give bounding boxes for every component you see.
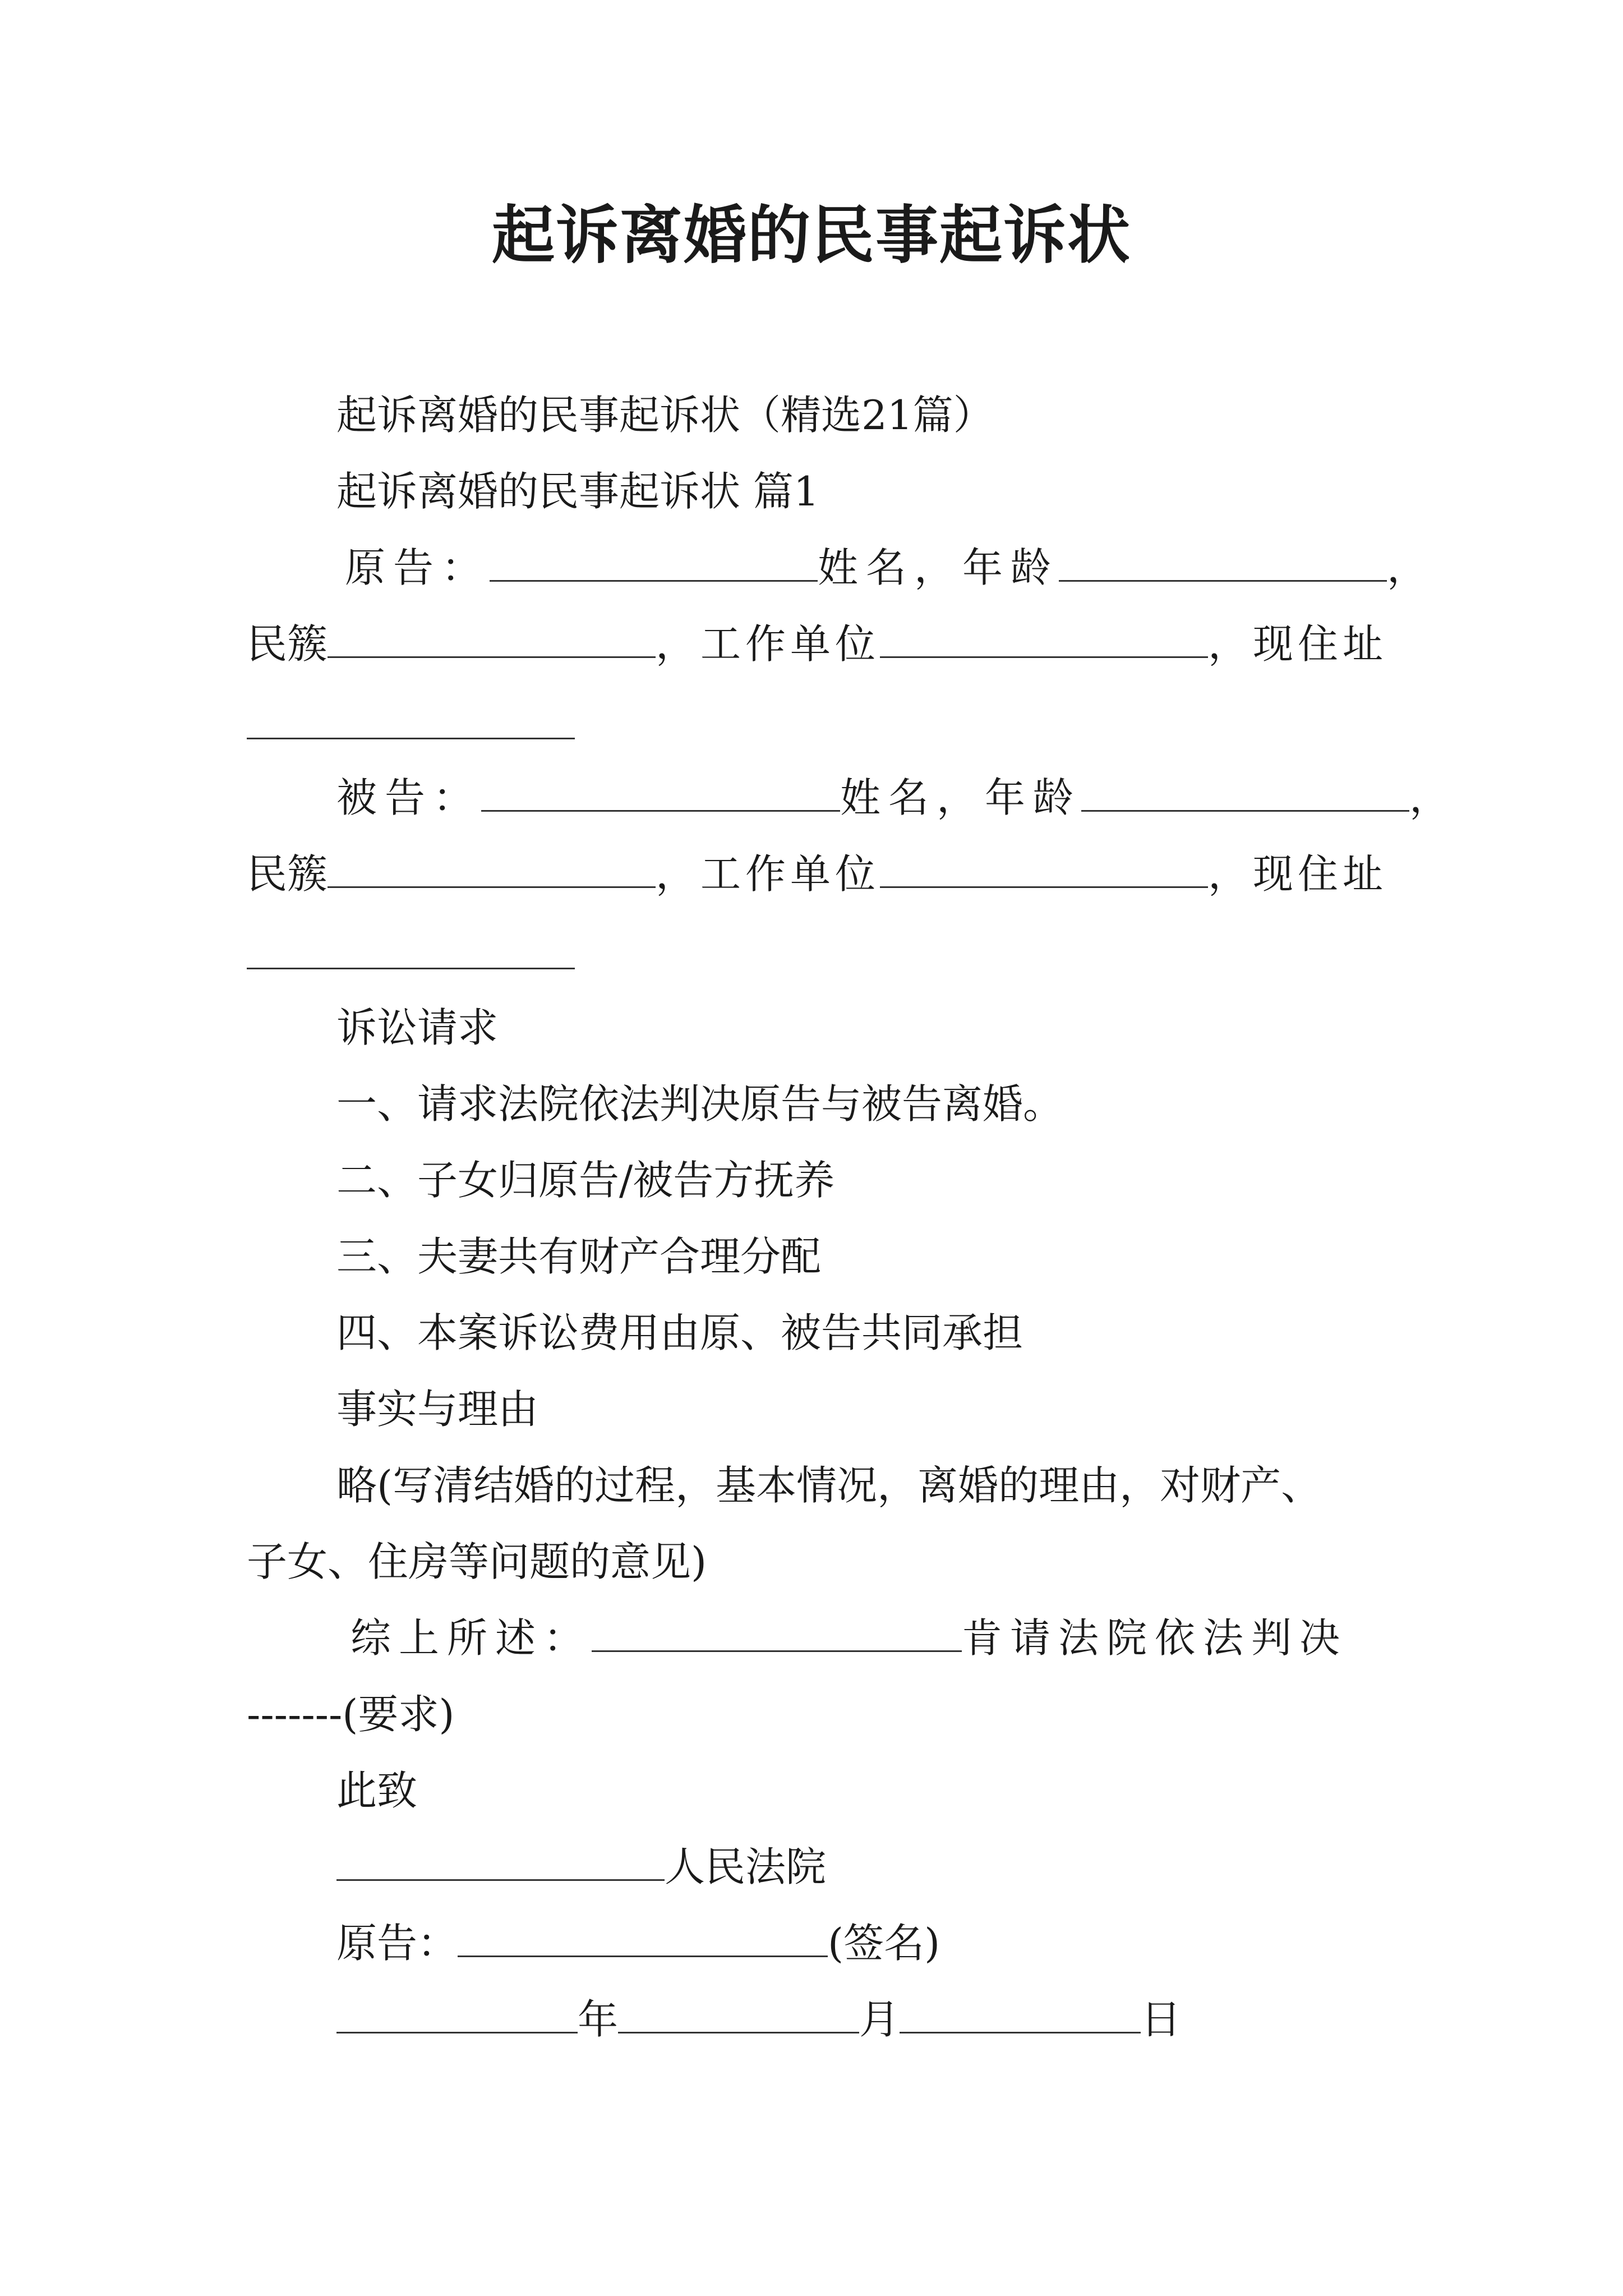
month-blank[interactable] [618, 1997, 859, 2033]
defendant-work-blank[interactable] [880, 852, 1208, 888]
summary-blank[interactable] [592, 1616, 962, 1652]
summary-line [351, 1610, 1348, 1666]
plaintiff-address-label: ，现住址 [1208, 620, 1388, 668]
signature-line [336, 1915, 940, 1971]
claims-heading: 诉讼请求 [336, 1004, 499, 1051]
defendant-name-blank[interactable] [481, 775, 840, 812]
claim-item: 四、本案诉讼费用由原、被告共同承担 [336, 1309, 1023, 1356]
subtitle: 起诉离婚的民事起诉状（精选21篇） [336, 392, 994, 439]
plaintiff-name-blank[interactable] [490, 545, 818, 582]
defendant-address-label: ，现住址 [1208, 850, 1388, 898]
date-line [336, 1991, 1181, 2047]
facts-heading: 事实与理由 [336, 1386, 539, 1433]
plaintiff-line-2 [247, 616, 1387, 672]
defendant-line [336, 770, 1450, 826]
plaintiff-ethnic-blank[interactable] [328, 622, 656, 658]
defendant-age-blank[interactable] [1081, 775, 1409, 812]
section-heading: 起诉离婚的民事起诉状 篇1 [336, 468, 819, 515]
salutation: 此致 [336, 1767, 418, 1814]
plaintiff-age-blank[interactable] [1059, 545, 1387, 582]
plaintiff-name-label: 姓名，年龄 [818, 544, 1059, 591]
day-blank[interactable] [900, 1997, 1141, 2033]
comma: ， [1409, 774, 1450, 821]
year-blank[interactable] [336, 1997, 578, 2033]
day-label: 日 [1141, 1996, 1182, 2043]
plaintiff-work-label: ，工作单位 [656, 620, 880, 668]
claim-item: 二、子女归原告/被告方抚养 [336, 1157, 835, 1204]
court-label: 人民法院 [665, 1843, 827, 1890]
comma: ， [1387, 544, 1428, 591]
month-label: 月 [859, 1996, 900, 2043]
defendant-ethnic-label: 民簇 [247, 850, 328, 898]
defendant-address-blank[interactable] [247, 968, 575, 969]
document-title: 起诉离婚的民事起诉状 [492, 199, 1131, 272]
summary-request: -------(要求) [247, 1691, 455, 1738]
plaintiff-label: 原告： [345, 544, 490, 591]
defendant-label: 被告： [336, 774, 482, 821]
defendant-work-label: ，工作单位 [656, 850, 880, 898]
plaintiff-work-blank[interactable] [880, 622, 1208, 658]
facts-text-2: 子女、住房等问题的意见) [247, 1538, 707, 1585]
summary-tail: 肯请法院依法判决 [962, 1614, 1348, 1662]
claim-item: 三、夫妻共有财产合理分配 [336, 1233, 822, 1280]
facts-text-1: 略(写清结婚的过程，基本情况，离婚的理由，对财产、 [336, 1462, 1322, 1509]
court-blank[interactable] [336, 1844, 665, 1881]
summary-label: 综上所述： [351, 1614, 592, 1662]
defendant-name-label: 姓名，年龄 [840, 774, 1082, 821]
plaintiff-ethnic-label: 民簇 [247, 620, 328, 668]
year-label: 年 [578, 1996, 619, 2043]
defendant-ethnic-blank[interactable] [328, 852, 656, 888]
plaintiff-address-blank[interactable] [247, 738, 575, 739]
signature-blank[interactable] [458, 1921, 828, 1957]
claim-item: 一、请求法院依法判决原告与被告离婚。 [336, 1080, 1064, 1128]
plaintiff-line [345, 540, 1427, 596]
signature-label: 原告： [336, 1920, 458, 1967]
court-line [336, 1839, 826, 1895]
signature-tail: (签名) [828, 1920, 940, 1967]
defendant-line-2 [247, 846, 1387, 902]
